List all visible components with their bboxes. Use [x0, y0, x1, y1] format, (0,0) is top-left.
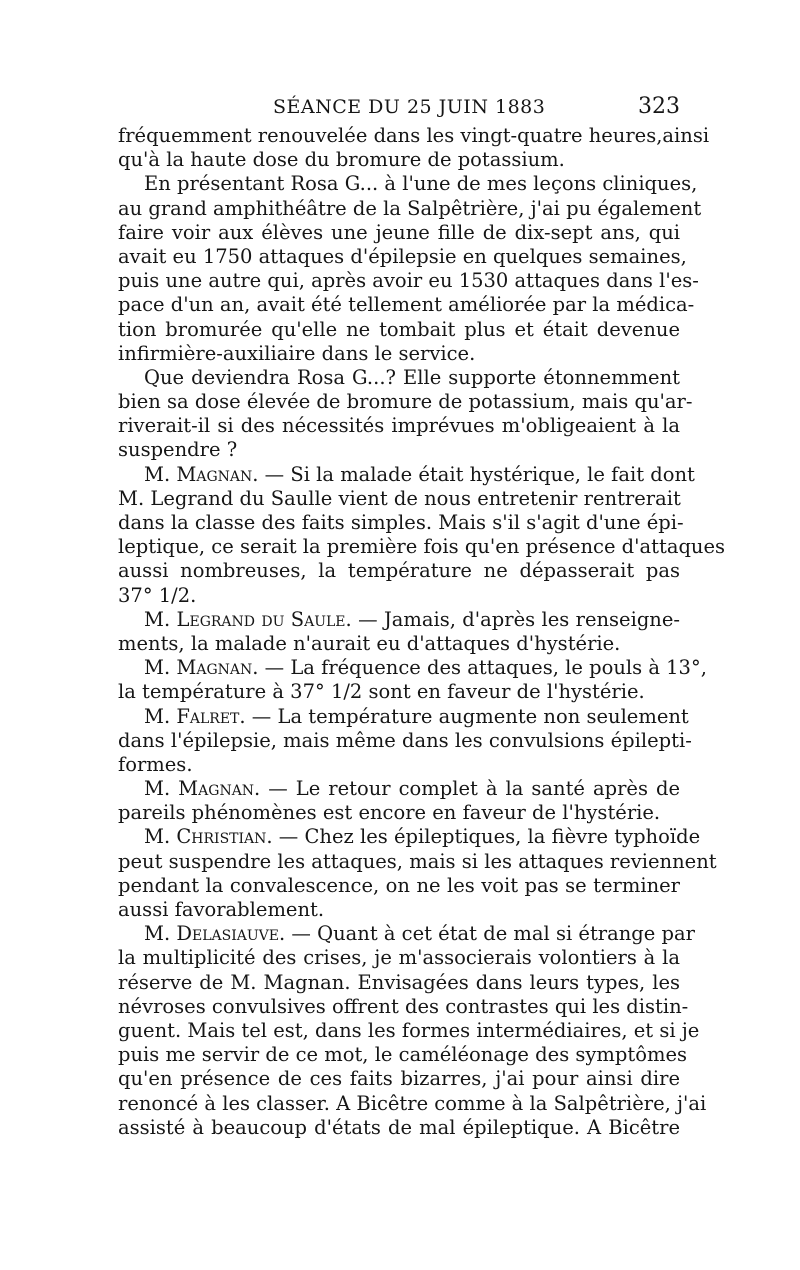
- line-text: dans l'épilepsie, mais même dans les convulsions épilepti-: [118, 728, 692, 752]
- text-line: [118, 922, 695, 946]
- line-text: — Quant à cet état de mal si étrange par: [285, 922, 695, 946]
- line-text: la température à 37° 1/2 sont en faveur de l'hystérie.: [118, 680, 645, 704]
- line-text: — Chez les épileptiques, la fièvre typhoïde: [272, 825, 701, 849]
- speaker-name: M. Delasiauve.: [144, 922, 286, 946]
- text-line: [118, 680, 680, 704]
- text-line: [118, 753, 680, 777]
- line-text: M. Legrand du Saulle vient de nous entretenir rentrerait: [118, 486, 681, 510]
- text-line: [118, 656, 707, 680]
- speaker-name: M. Magnan.: [144, 462, 259, 486]
- line-text: leptique, ce serait la première fois qu'en présence d'attaques: [118, 535, 726, 559]
- text-line: [118, 849, 717, 874]
- body-text: [118, 124, 726, 1140]
- text-line: [118, 244, 687, 269]
- text-line: [118, 511, 684, 535]
- line-text: qu'en présence de ces faits bizarres, j'ai pour ainsi dire: [118, 1067, 680, 1091]
- text-line: [118, 172, 698, 196]
- line-text: aussi nombreuses, la température ne dépasserait pas: [118, 559, 680, 583]
- line-text: qu'à la haute dose du bromure de potassium.: [118, 148, 565, 172]
- line-text: — Jamais, d'après les renseigne-: [351, 607, 680, 631]
- text-line: [118, 777, 680, 801]
- text-line: [118, 825, 701, 849]
- text-line: [118, 269, 699, 293]
- line-text: réserve de M. Magnan. Envisagées dans leurs types, les: [118, 970, 680, 994]
- line-text: En présentant Rosa G... à l'une de mes leçons cliniques,: [144, 172, 698, 196]
- line-text: riverait-il si des nécessités imprévues m'obligeaient à la: [118, 414, 680, 438]
- speaker-name: M. Magnan.: [144, 656, 259, 680]
- text-line: [118, 293, 695, 317]
- text-line: [118, 462, 695, 487]
- text-line: [118, 535, 726, 559]
- text-line: [118, 342, 680, 366]
- page-header: [118, 94, 680, 124]
- text-line: [118, 971, 680, 995]
- line-text: — Si la malade était hystérique, le fait dont: [258, 462, 695, 486]
- text-line: [118, 608, 680, 632]
- text-line: [118, 728, 692, 753]
- text-line: [118, 1067, 680, 1091]
- text-line: [118, 487, 680, 511]
- speaker-name: M. Magnan.: [144, 777, 261, 801]
- line-text: avait eu 1750 attaques d'épilepsie en quelques semaines,: [118, 244, 687, 268]
- line-text: aussi favorablement.: [118, 898, 325, 921]
- line-text: peut suspendre les attaques, mais si les attaques reviennent: [118, 849, 717, 873]
- line-text: pendant la convalescence, on ne les voit pas se terminer: [118, 873, 680, 897]
- line-text: — La fréquence des attaques, le pouls à 13°,: [258, 656, 707, 680]
- text-line: [118, 366, 680, 390]
- line-text: dans la classe des faits simples. Mais s'il s'agit d'une épi-: [118, 511, 684, 534]
- text-line: [118, 148, 680, 172]
- text-line: [118, 898, 680, 922]
- line-text: ments, la malade n'aurait eu d'attaques d'hystérie.: [118, 631, 621, 655]
- line-text: névroses convulsives offrent des contrastes qui les distin-: [118, 994, 689, 1018]
- text-line: [118, 438, 680, 462]
- speaker-name: M. Falret.: [144, 704, 246, 728]
- line-text: assisté à beaucoup d'états de mal épileptique. A Bicêtre: [118, 1115, 680, 1139]
- speaker-name: M. Christian.: [144, 825, 273, 849]
- line-text: suspendre ?: [118, 438, 238, 462]
- line-text: formes.: [118, 752, 193, 776]
- text-line: [118, 801, 680, 825]
- text-line: [118, 124, 710, 148]
- text-line: [118, 318, 680, 342]
- line-text: — Le retour complet à la santé après de: [260, 777, 680, 801]
- line-text: guent. Mais tel est, dans les formes intermédiaires, et si je: [118, 1018, 700, 1042]
- line-text: tion bromurée qu'elle ne tombait plus et était devenue: [118, 317, 680, 341]
- text-line: [118, 1091, 707, 1116]
- line-text: pace d'un an, avait été tellement améliorée par la médica-: [118, 293, 695, 317]
- text-line: [118, 559, 680, 583]
- text-line: [118, 1018, 700, 1043]
- text-line: [118, 704, 689, 729]
- speaker-name: M. Legrand du Saule.: [144, 607, 352, 631]
- text-line: [118, 946, 680, 970]
- line-text: puis une autre qui, après avoir eu 1530 attaques dans l'es-: [118, 269, 699, 293]
- line-text: pareils phénomènes est encore en faveur de l'hystérie.: [118, 801, 661, 825]
- line-text: 37° 1/2.: [118, 583, 197, 607]
- text-line: [118, 1043, 688, 1067]
- text-line: [118, 414, 680, 438]
- line-text: Que deviendra Rosa G...? Elle supporte étonnemment: [144, 365, 680, 389]
- line-text: faire voir aux élèves une jeune fille de dix-sept ans, qui: [118, 220, 680, 244]
- line-text: au grand amphithéâtre de la Salpêtrière, j'ai pu également: [118, 196, 702, 220]
- page-number: 323: [638, 94, 680, 119]
- line-text: bien sa dose élevée de bromure de potassium, mais qu'ar-: [118, 390, 693, 414]
- line-text: la multiplicité des crises, je m'associerais volontiers à la: [118, 946, 680, 970]
- line-text: fréquemment renouvelée dans les vingt-quatre heures,ainsi: [118, 124, 710, 147]
- line-text: infirmière-auxiliaire dans le service.: [118, 341, 476, 365]
- text-line: [118, 994, 689, 1019]
- text-line: [118, 1116, 680, 1140]
- text-line: [118, 632, 680, 656]
- text-line: [118, 584, 680, 608]
- text-line: [118, 390, 693, 414]
- line-text: — La température augmente non seulement: [245, 704, 689, 728]
- line-text: puis me servir de ce mot, le caméléonage des symptômes: [118, 1043, 688, 1067]
- text-line: [118, 196, 702, 221]
- text-line: [118, 874, 680, 898]
- running-head: SÉANCE DU 25 JUIN 1883: [273, 96, 546, 118]
- text-line: [118, 221, 680, 245]
- line-text: renoncé à les classer. A Bicêtre comme à la Salpêtrière, j'ai: [118, 1091, 707, 1115]
